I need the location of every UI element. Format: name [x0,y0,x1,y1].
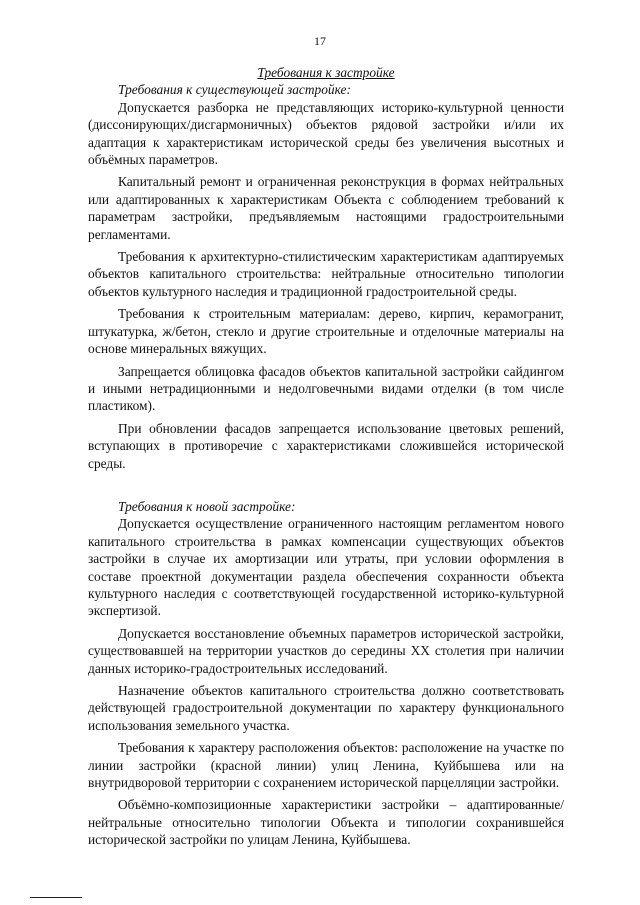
paragraph: Требования к характеру расположения объектов: расположение на участке по линии застройки (красной линии) улиц Ленина, Куйбышева или на внутридворовой территории с сохранением исторической парцелляции застройки. [88,740,564,791]
paragraph: Требования к архитектурно-стилистическим характеристикам адаптируемых объектов капитального строительства: нейтральные относительно типологии объектов культурного наследия и традиционной градостроительной среды. [88,249,564,299]
paragraph: Допускается восстановление объемных параметров исторической застройки, существовавшей на территории участков до середины XX столетия при наличии данных историко-градостроительных исследований. [88,625,564,676]
document-body [88,64,564,854]
document-title: Требования к застройке [257,65,395,80]
section-heading-existing: Требования к существующей застройке: [118,82,351,98]
section-spacer [88,477,564,498]
paragraph: Назначение объектов капитального строительства должно соответствовать действующей градостроительной документации по характеру функционального использования земельного участка. [88,683,564,733]
paragraph: Объёмно-композиционные характеристики застройки – адаптированные/ нейтральные относительно типологии Объекта и типологии сохранившейся исторической застройки по улицам Ленина, Куйбышева. [88,797,564,848]
paragraph: Допускается осуществление ограниченного настоящим регламентом нового капитального строительства в рамках компенсации существующих объектов застройки в случае их амортизации или утраты, при условии оформления в составе проектной документации раздела обеспечения сохранности объекта культурного наследия с соответствующей государственной историко-культурной экспертизой. [88,516,564,619]
paragraph: Требования к строительным материалам: дерево, кирпич, керамогранит, штукатурка, ж/бетон, стекло и другие строительные и отделочные материалы на основе минеральных вяжущих. [88,306,564,357]
paragraph: Запрещается облицовка фасадов объектов капитальной застройки сайдингом и иными нетрадиционными и недолговечными видами отделки (в том числе пластиком). [88,363,564,414]
paragraph: Допускается разборка не представляющих историко-культурной ценности (диссонирующих/дисгармоничных) объектов рядовой застройки и/или их адаптация к характеристикам исторической среды без увеличения высотных и объёмных параметров. [88,99,564,168]
section-heading-new: Требования к новой застройке: [118,498,296,514]
paragraph: При обновлении фасадов запрещается использование цветовых решений, вступающих в противоречие с характеристиками сложившейся исторической среды. [88,420,564,471]
footnote-divider [30,897,82,898]
page-number: 17 [314,34,326,48]
paragraph: Капитальный ремонт и ограниченная реконструкция в формах нейтральных или адаптированных к характеристикам Объекта с соблюдением требований к параметрам застройки, предъявляемым настоящими градостроительными регламентами. [88,174,564,242]
